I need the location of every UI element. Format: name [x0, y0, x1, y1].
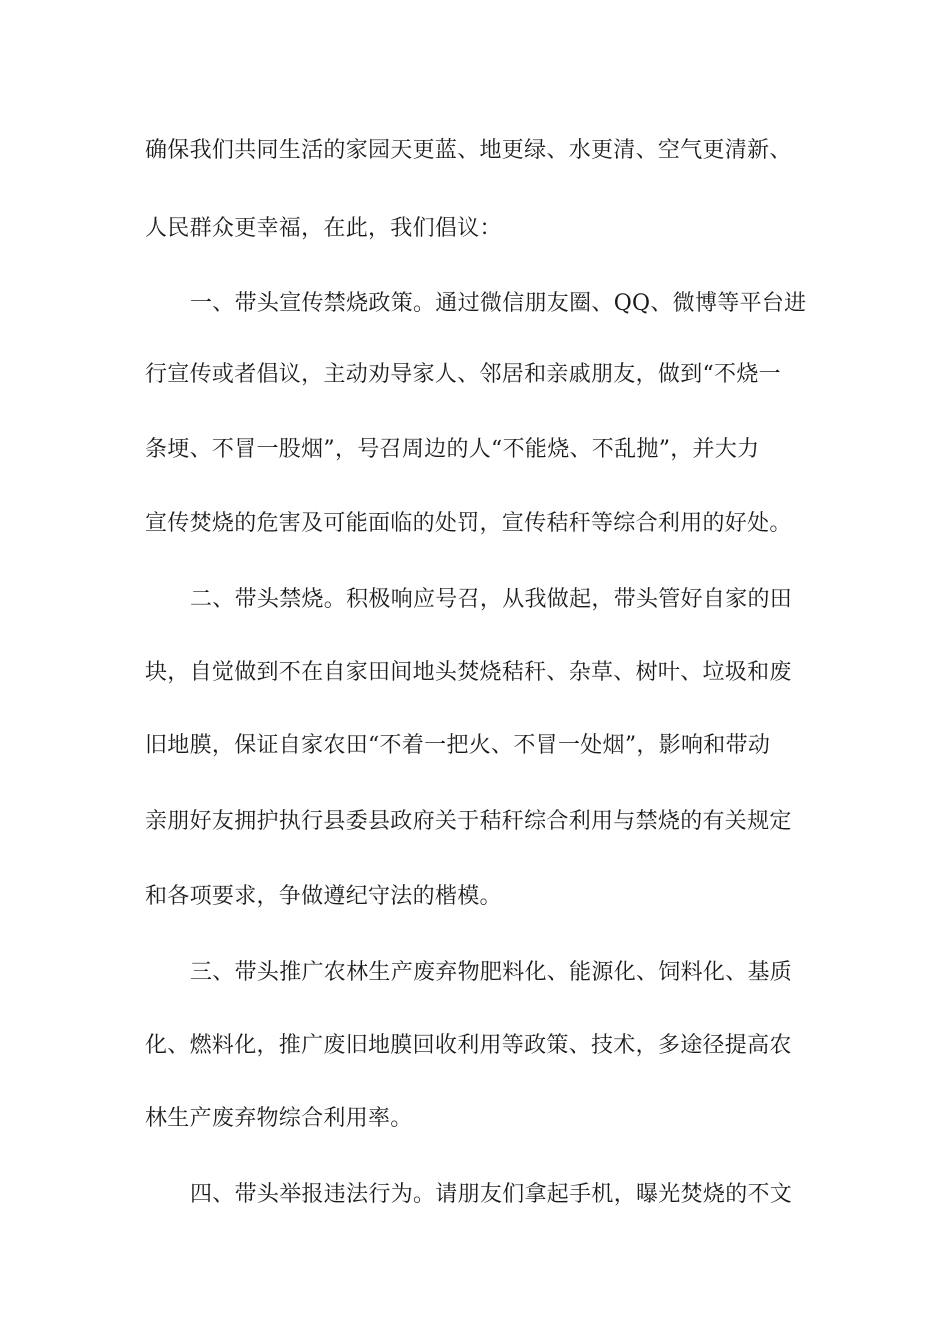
- paragraph-four-start: 四、带头举报违法行为。请朋友们拿起手机，曝光焚烧的不文: [190, 1182, 793, 1207]
- text-line: 行宣传或者倡议，主动劝导家人、邻居和亲戚朋友，做到“不烧一: [145, 362, 781, 387]
- text-line: 确保我们共同生活的家园天更蓝、地更绿、水更清、空气更清新、: [145, 138, 792, 163]
- text-line: 化、燃料化，推广废旧地膜回收利用等政策、技术，多途径提高农: [145, 1033, 792, 1058]
- text-line: 亲朋好友拥护执行县委县政府关于秸秆综合利用与禁烧的有关规定: [145, 809, 792, 834]
- text-line: 和各项要求，争做遵纪守法的楷模。: [145, 884, 502, 909]
- text-line: 条埂、不冒一股烟”，号召周边的人“不能烧、不乱抛”，并大力: [145, 437, 760, 462]
- paragraph-three-start: 三、带头推广农林生产废弃物肥料化、能源化、饲料化、基质: [190, 960, 793, 985]
- text-line: 人民群众更幸福，在此，我们倡议：: [145, 216, 502, 241]
- text-line: 块，自觉做到不在自家田间地头焚烧秸秆、杂草、树叶、垃圾和废: [145, 660, 792, 685]
- paragraph-one-start: 一、带头宣传禁烧政策。通过微信朋友圈、QQ、微博等平台进: [190, 291, 807, 316]
- paragraph-two-start: 二、带头禁烧。积极响应号召，从我做起，带头管好自家的田: [190, 587, 793, 612]
- text-line: 宣传焚烧的危害及可能面临的处罚，宣传秸秆等综合利用的好处。: [145, 511, 792, 536]
- text-line: 林生产废弃物综合利用率。: [145, 1106, 413, 1131]
- text-line: 旧地膜，保证自家农田“不着一把火、不冒一处烟”，影响和带动: [145, 733, 771, 758]
